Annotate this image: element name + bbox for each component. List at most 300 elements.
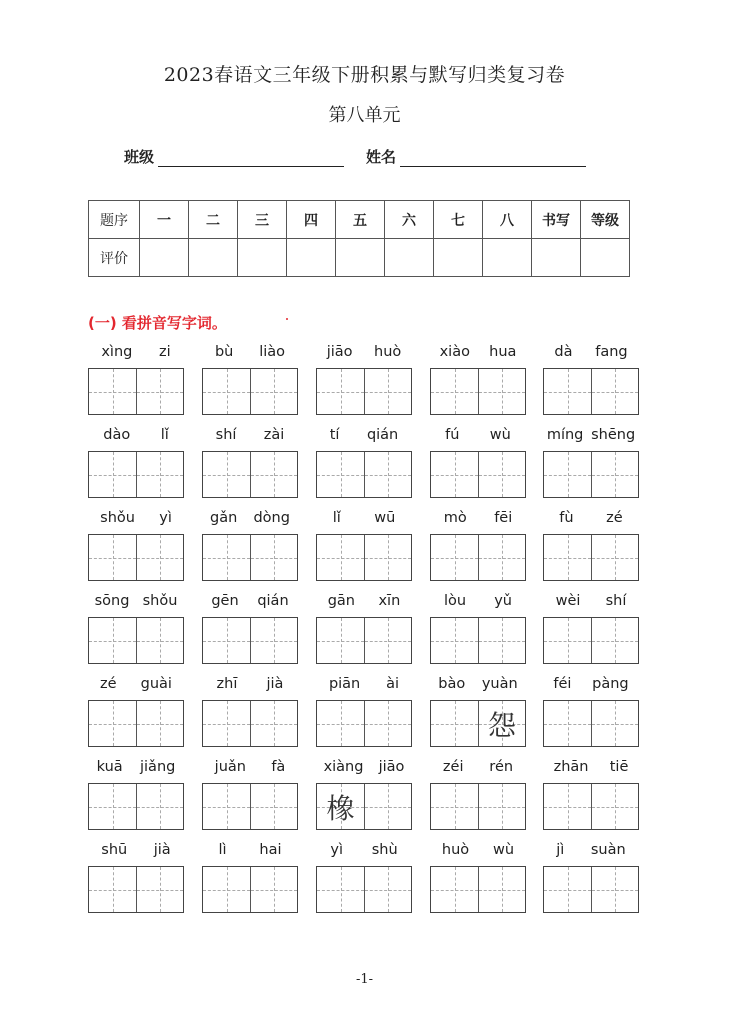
written-char [317, 701, 364, 746]
pinyin-syllable-2: yì [159, 510, 172, 526]
written-char [317, 535, 364, 580]
pinyin-syllable-1: féi [553, 676, 572, 692]
writing-cell-1[interactable] [203, 701, 250, 746]
writing-cell-2[interactable] [591, 784, 638, 829]
writing-cell-2[interactable] [478, 535, 525, 580]
name-blank[interactable] [400, 150, 586, 167]
writing-cell-1[interactable] [431, 784, 478, 829]
pinyin-item [543, 341, 639, 415]
written-char [365, 369, 411, 414]
pinyin-item [543, 590, 639, 664]
tianzige-box [202, 700, 298, 747]
pinyin-label [430, 673, 526, 695]
tianzige-box [543, 866, 639, 913]
pinyin-label [88, 341, 184, 363]
col-header: 七 [434, 201, 483, 239]
pinyin-item [202, 673, 298, 747]
written-char [89, 701, 136, 746]
writing-cell-1[interactable] [544, 535, 591, 580]
pinyin-syllable-2: zi [159, 344, 171, 360]
writing-cell-2[interactable] [136, 369, 183, 414]
written-char [544, 369, 591, 414]
written-char [203, 452, 250, 497]
writing-cell-1[interactable] [203, 535, 250, 580]
pinyin-syllable-1: bù [214, 344, 234, 360]
pinyin-syllable-1: zhān [553, 759, 589, 775]
written-char [592, 784, 638, 829]
writing-cell-1[interactable] [431, 867, 478, 912]
pinyin-label [88, 507, 184, 529]
pinyin-syllable-2: fēi [494, 510, 513, 526]
written-char [431, 701, 478, 746]
written-char [251, 784, 297, 829]
pinyin-label [430, 839, 526, 861]
writing-cell-1[interactable] [544, 452, 591, 497]
pinyin-syllable-2: zé [606, 510, 623, 526]
pinyin-item [88, 424, 184, 498]
written-char [203, 618, 250, 663]
pinyin-syllable-2: dòng [253, 510, 290, 526]
pinyin-item [316, 590, 412, 664]
written-char [544, 535, 591, 580]
writing-cell-2[interactable] [591, 535, 638, 580]
writing-cell-2[interactable] [364, 867, 411, 912]
pinyin-syllable-2: shù [371, 842, 398, 858]
tianzige-box [543, 783, 639, 830]
pinyin-syllable-2: shí [605, 593, 627, 609]
score-eval-row [89, 239, 630, 277]
written-char [592, 369, 638, 414]
pinyin-syllable-2: huò [374, 344, 402, 360]
writing-cell-1[interactable] [203, 867, 250, 912]
pinyin-syllable-2: hai [259, 842, 282, 858]
writing-cell-1[interactable] [203, 784, 250, 829]
pinyin-syllable-2: tiē [609, 759, 629, 775]
writing-cell-2[interactable] [478, 784, 525, 829]
writing-cell-1[interactable] [431, 618, 478, 663]
written-char [431, 452, 478, 497]
writing-cell-2[interactable] [136, 867, 183, 912]
pinyin-label [316, 507, 412, 529]
pinyin-syllable-1: shū [101, 842, 128, 858]
writing-cell-2[interactable] [364, 701, 411, 746]
section-heading: (一) 看拼音写字词。 [88, 314, 227, 332]
written-char [89, 369, 136, 414]
tianzige-box [543, 617, 639, 664]
writing-cell-2[interactable] [364, 784, 411, 829]
writing-cell-1[interactable] [317, 867, 364, 912]
pinyin-item [88, 839, 184, 913]
written-char [203, 701, 250, 746]
written-char [365, 867, 411, 912]
col-header: 二 [189, 201, 238, 239]
written-char [203, 784, 250, 829]
tianzige-box [543, 534, 639, 581]
written-char [431, 867, 478, 912]
pinyin-label [202, 673, 298, 695]
pinyin-item [88, 590, 184, 664]
score-cell[interactable] [483, 239, 532, 277]
pinyin-label [316, 590, 412, 612]
class-field[interactable] [124, 146, 344, 167]
writing-cell-1[interactable] [89, 701, 136, 746]
pinyin-syllable-2: shǒu [142, 593, 178, 609]
class-blank[interactable] [158, 150, 344, 167]
pinyin-item [88, 507, 184, 581]
pinyin-label [430, 507, 526, 529]
pinyin-label [543, 507, 639, 529]
score-cell[interactable] [532, 239, 581, 277]
col-header: 四 [287, 201, 336, 239]
score-cell[interactable] [434, 239, 483, 277]
pinyin-syllable-1: xiàng [323, 759, 364, 775]
pinyin-label [88, 424, 184, 446]
pinyin-label [316, 839, 412, 861]
writing-cell-1[interactable] [89, 535, 136, 580]
writing-cell-1[interactable] [317, 369, 364, 414]
writing-cell-2[interactable] [478, 618, 525, 663]
pinyin-label [88, 590, 184, 612]
writing-cell-1[interactable] [317, 784, 364, 829]
written-char [479, 452, 525, 497]
writing-cell-1[interactable] [89, 867, 136, 912]
pinyin-item [316, 673, 412, 747]
pinyin-item [430, 756, 526, 830]
written-char [89, 452, 136, 497]
stray-dot [286, 318, 288, 320]
pinyin-item [430, 673, 526, 747]
writing-cell-2[interactable] [364, 452, 411, 497]
pinyin-item [430, 341, 526, 415]
pinyin-label [543, 756, 639, 778]
writing-cell-1[interactable] [203, 452, 250, 497]
written-char [479, 369, 525, 414]
pinyin-item [88, 756, 184, 830]
written-char [317, 452, 364, 497]
writing-cell-2[interactable] [478, 701, 525, 746]
writing-cell-1[interactable] [544, 784, 591, 829]
pinyin-label [430, 341, 526, 363]
pinyin-label [88, 756, 184, 778]
pinyin-syllable-2: jià [266, 676, 284, 692]
writing-cell-2[interactable] [136, 618, 183, 663]
pinyin-item [202, 590, 298, 664]
pinyin-label [202, 341, 298, 363]
score-cell[interactable] [336, 239, 385, 277]
writing-cell-2[interactable] [136, 784, 183, 829]
pinyin-item [316, 424, 412, 498]
tianzige-box [88, 866, 184, 913]
writing-cell-2[interactable] [478, 867, 525, 912]
writing-cell-2[interactable] [591, 618, 638, 663]
writing-cell-1[interactable] [431, 452, 478, 497]
writing-cell-2[interactable] [591, 452, 638, 497]
writing-cell-1[interactable] [203, 618, 250, 663]
pinyin-label [316, 756, 412, 778]
pinyin-label [430, 756, 526, 778]
written-char [544, 618, 591, 663]
pinyin-syllable-1: mò [443, 510, 467, 526]
pinyin-syllable-1: jì [556, 842, 565, 858]
written-char [365, 535, 411, 580]
pinyin-syllable-2: ài [386, 676, 400, 692]
score-cell[interactable] [189, 239, 238, 277]
written-char [365, 452, 411, 497]
writing-cell-1[interactable] [317, 701, 364, 746]
pinyin-item [430, 839, 526, 913]
pinyin-syllable-1: gǎn [210, 510, 238, 526]
writing-cell-2[interactable] [591, 867, 638, 912]
written-char [431, 618, 478, 663]
written-char [592, 535, 638, 580]
writing-cell-1[interactable] [317, 618, 364, 663]
written-char [592, 701, 638, 746]
name-label: 姓名 [366, 148, 397, 166]
tianzige-box [202, 783, 298, 830]
written-char [137, 452, 183, 497]
written-char [251, 369, 297, 414]
written-char [251, 618, 297, 663]
pinyin-syllable-2: zài [263, 427, 285, 443]
pinyin-syllable-1: wèi [555, 593, 581, 609]
pinyin-item [316, 341, 412, 415]
writing-cell-1[interactable] [431, 701, 478, 746]
score-cell[interactable] [581, 239, 630, 277]
written-char [251, 867, 297, 912]
score-cell[interactable] [287, 239, 336, 277]
writing-cell-2[interactable] [478, 369, 525, 414]
writing-cell-2[interactable] [250, 535, 297, 580]
pinyin-syllable-2: wù [489, 427, 511, 443]
pinyin-label [543, 341, 639, 363]
written-char: 橡 [326, 791, 355, 825]
pinyin-syllable-1: zhī [216, 676, 238, 692]
pinyin-syllable-1: dà [554, 344, 573, 360]
written-char [544, 701, 591, 746]
pinyin-syllable-2: guài [140, 676, 172, 692]
writing-cell-1[interactable] [89, 452, 136, 497]
pinyin-syllable-2: wù [493, 842, 515, 858]
pinyin-label [543, 673, 639, 695]
col-header: 五 [336, 201, 385, 239]
written-char [251, 701, 297, 746]
tianzige-box [316, 617, 412, 664]
writing-cell-2[interactable] [136, 535, 183, 580]
writing-cell-2[interactable] [250, 701, 297, 746]
written-char [137, 369, 183, 414]
pinyin-item [202, 756, 298, 830]
pinyin-syllable-2: fang [595, 344, 628, 360]
pinyin-item [202, 839, 298, 913]
tianzige-box [202, 866, 298, 913]
pinyin-syllable-1: xìng [101, 344, 133, 360]
page-number: -1- [355, 972, 374, 987]
pinyin-item [543, 839, 639, 913]
written-char [89, 867, 136, 912]
written-char [137, 701, 183, 746]
row-label-evaluation: 评价 [89, 239, 140, 277]
tianzige-box [88, 368, 184, 415]
pinyin-syllable-1: zé [100, 676, 117, 692]
pinyin-label [316, 341, 412, 363]
pinyin-syllable-2: suàn [590, 842, 626, 858]
writing-cell-1[interactable] [431, 535, 478, 580]
tianzige-box [430, 451, 526, 498]
pinyin-syllable-1: lòu [444, 593, 467, 609]
written-char [431, 784, 478, 829]
tianzige-box [316, 368, 412, 415]
tianzige-box [202, 617, 298, 664]
written-char [89, 618, 136, 663]
writing-cell-1[interactable] [544, 701, 591, 746]
tianzige-box [543, 368, 639, 415]
tianzige-box [543, 700, 639, 747]
pinyin-syllable-2: lǐ [160, 427, 169, 443]
pinyin-syllable-2: pàng [592, 676, 629, 692]
tianzige-box [88, 534, 184, 581]
tianzige-box [88, 783, 184, 830]
written-char [431, 535, 478, 580]
pinyin-syllable-2: liào [259, 344, 286, 360]
writing-cell-2[interactable] [250, 867, 297, 912]
pinyin-item [543, 673, 639, 747]
writing-cell-2[interactable] [250, 784, 297, 829]
pinyin-item [88, 341, 184, 415]
tianzige-box [316, 451, 412, 498]
pinyin-label [202, 590, 298, 612]
pinyin-label [543, 590, 639, 612]
pinyin-syllable-1: yì [330, 842, 343, 858]
pinyin-syllable-1: sōng [94, 593, 130, 609]
writing-cell-2[interactable] [250, 618, 297, 663]
pinyin-item [316, 839, 412, 913]
pinyin-syllable-2: jià [153, 842, 171, 858]
written-char: 怨 [487, 708, 516, 742]
row-label-question-number: 题序 [89, 201, 140, 239]
writing-cell-2[interactable] [591, 701, 638, 746]
pinyin-label [88, 673, 184, 695]
pinyin-label [316, 673, 412, 695]
pinyin-syllable-2: shēng [591, 427, 636, 443]
page-subtitle: 第八单元 [328, 105, 401, 126]
written-char [137, 784, 183, 829]
pinyin-syllable-1: huò [441, 842, 470, 858]
writing-cell-1[interactable] [317, 535, 364, 580]
written-char [317, 867, 364, 912]
writing-cell-1[interactable] [544, 867, 591, 912]
written-char [317, 369, 364, 414]
pinyin-label [202, 424, 298, 446]
score-cell[interactable] [140, 239, 189, 277]
writing-cell-2[interactable] [136, 452, 183, 497]
writing-cell-2[interactable] [136, 701, 183, 746]
writing-cell-1[interactable] [431, 369, 478, 414]
written-char [431, 369, 478, 414]
writing-cell-1[interactable] [89, 369, 136, 414]
writing-cell-2[interactable] [250, 452, 297, 497]
pinyin-syllable-1: tí [329, 427, 340, 443]
tianzige-box [430, 534, 526, 581]
score-cell[interactable] [238, 239, 287, 277]
pinyin-item [316, 507, 412, 581]
written-char [317, 618, 364, 663]
score-cell[interactable] [385, 239, 434, 277]
pinyin-item [430, 590, 526, 664]
written-char [365, 784, 411, 829]
writing-cell-2[interactable] [591, 369, 638, 414]
col-header: 等级 [581, 201, 630, 239]
writing-cell-1[interactable] [203, 369, 250, 414]
written-char [479, 618, 525, 663]
writing-cell-2[interactable] [250, 369, 297, 414]
pinyin-label [202, 507, 298, 529]
pinyin-syllable-2: wū [374, 510, 396, 526]
pinyin-syllable-1: bào [438, 676, 466, 692]
writing-cell-2[interactable] [364, 369, 411, 414]
written-char [479, 867, 525, 912]
pinyin-item [430, 507, 526, 581]
writing-cell-1[interactable] [317, 452, 364, 497]
pinyin-syllable-1: xiào [439, 344, 470, 360]
writing-cell-2[interactable] [364, 535, 411, 580]
written-char [592, 867, 638, 912]
written-char [592, 618, 638, 663]
tianzige-box [430, 368, 526, 415]
tianzige-box [316, 783, 412, 830]
written-char [592, 452, 638, 497]
writing-cell-1[interactable] [89, 618, 136, 663]
written-char [544, 452, 591, 497]
pinyin-label [202, 839, 298, 861]
pinyin-item [316, 756, 412, 830]
pinyin-item [543, 507, 639, 581]
written-char [365, 701, 411, 746]
pinyin-syllable-2: fà [271, 759, 286, 775]
pinyin-label [543, 839, 639, 861]
col-header: 一 [140, 201, 189, 239]
writing-cell-2[interactable] [364, 618, 411, 663]
pinyin-syllable-1: fú [445, 427, 460, 443]
pinyin-syllable-2: xīn [378, 593, 401, 609]
pinyin-label [316, 424, 412, 446]
pinyin-syllable-1: juǎn [214, 759, 246, 775]
pinyin-syllable-2: yuàn [481, 676, 518, 692]
pinyin-syllable-2: jiǎng [140, 759, 176, 775]
pinyin-syllable-1: piān [328, 676, 361, 692]
writing-cell-2[interactable] [478, 452, 525, 497]
pinyin-syllable-2: qián [366, 427, 399, 443]
col-header: 书写 [532, 201, 581, 239]
tianzige-box [543, 451, 639, 498]
score-table [88, 200, 630, 277]
name-field[interactable] [366, 146, 586, 167]
tianzige-box [316, 534, 412, 581]
col-header: 三 [238, 201, 287, 239]
tianzige-box [430, 866, 526, 913]
pinyin-syllable-1: jiāo [326, 344, 353, 360]
writing-cell-1[interactable] [89, 784, 136, 829]
pinyin-syllable-2: hua [489, 344, 517, 360]
pinyin-item [88, 673, 184, 747]
pinyin-syllable-1: dào [103, 427, 131, 443]
pinyin-syllable-1: shí [215, 427, 237, 443]
pinyin-syllable-1: lǐ [332, 510, 341, 526]
written-char [203, 535, 250, 580]
writing-cell-1[interactable] [544, 369, 591, 414]
writing-cell-1[interactable] [544, 618, 591, 663]
written-char [544, 867, 591, 912]
written-char [544, 784, 591, 829]
